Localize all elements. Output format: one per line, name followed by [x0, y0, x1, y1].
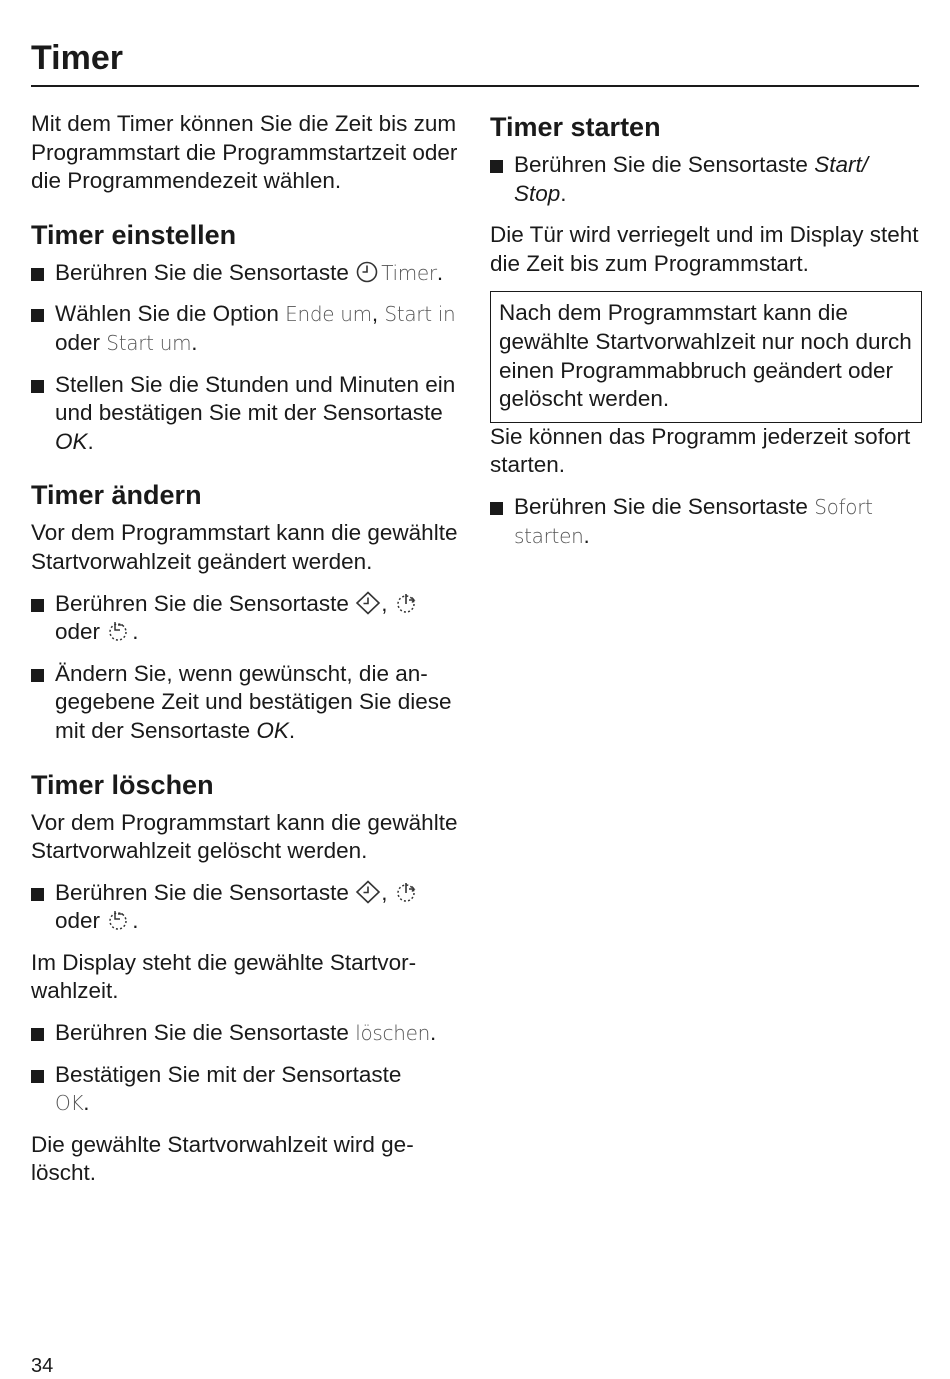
starten-steps-2: [490, 493, 922, 550]
display-key-sofort-starten: Sofort starten: [514, 494, 873, 548]
heading-timer-loeschen: Timer löschen: [31, 769, 214, 800]
step-text: Berühren Sie die Sensortaste: [514, 152, 815, 177]
step-text: Berühren Sie die Sensortaste: [55, 879, 356, 905]
step-text: Stellen Sie die Stunden und Minuten ein und bestätigen Sie mit der Sensortaste: [55, 371, 456, 426]
display-key-ok: OK: [55, 1091, 84, 1116]
list-item: [31, 590, 469, 647]
step-text: Wählen Sie die Option: [55, 301, 286, 327]
end-time-icon: [394, 591, 420, 615]
key-start-stop: Start/ Stop: [514, 152, 868, 206]
bullet-square: [490, 160, 503, 173]
loeschen-steps-2: [31, 1019, 469, 1118]
right-column: [490, 110, 922, 563]
punct: .: [436, 259, 444, 285]
clock-diamond-icon: [355, 880, 381, 904]
loeschen-paragraph: Vor dem Programmstart kann die gewählte Startvorwahlzeit gelöscht werden.: [31, 809, 458, 864]
heading-timer-starten: Timer starten: [490, 112, 661, 142]
punct: .: [87, 428, 94, 454]
page-number: 34: [31, 1355, 54, 1377]
step-text: oder: [55, 908, 107, 934]
list-item: [31, 1061, 469, 1118]
list-item: [490, 493, 922, 550]
step-text: Berühren Sie die Sensortaste: [55, 1020, 356, 1046]
list-item: [490, 151, 922, 208]
option-ende-um: Ende um: [285, 302, 372, 327]
step-text: Berühren Sie die Sensortaste: [55, 259, 356, 285]
step-text: oder: [55, 619, 107, 645]
title-divider: [31, 85, 919, 87]
bullet-square: [31, 669, 44, 682]
bullet-square: [31, 268, 44, 281]
punct: .: [583, 522, 590, 548]
list-item: [31, 259, 469, 288]
key-ok: OK: [256, 717, 289, 743]
display-key-timer: Timer: [381, 260, 437, 285]
display-key-loeschen: löschen: [355, 1021, 430, 1046]
page-title: Timer: [31, 39, 123, 77]
aendern-paragraph: Vor dem Programmstart kann die gewählte Startvorwahlzeit geändert werden.: [31, 520, 458, 574]
punct: .: [132, 619, 139, 645]
punct: ,: [371, 301, 385, 327]
heading-timer-einstellen: Timer einstellen: [31, 219, 237, 250]
start-time-icon: [106, 619, 132, 643]
bullet-square: [31, 1070, 44, 1083]
starten-steps-1: [490, 151, 922, 208]
punct: .: [132, 908, 139, 934]
bullet-square: [490, 502, 503, 515]
loeschen-steps-1: [31, 879, 469, 936]
list-item: [31, 660, 469, 746]
key-ok: OK: [55, 428, 88, 454]
aendern-steps: [31, 590, 469, 746]
punct: .: [560, 180, 567, 206]
bullet-square: [31, 309, 44, 322]
list-item: [31, 1019, 469, 1048]
punct: .: [429, 1020, 437, 1046]
end-time-icon: [394, 880, 420, 904]
einstellen-steps: [31, 259, 469, 457]
clock-diamond-icon: [355, 591, 381, 615]
bullet-square: [31, 888, 44, 901]
bullet-square: [31, 1028, 44, 1041]
punct: .: [288, 717, 296, 743]
option-start-in: Start in: [384, 302, 456, 327]
start-time-icon: [106, 908, 132, 932]
list-item: [31, 371, 469, 457]
bullet-square: [31, 380, 44, 393]
starten-paragraph-2: Sie können das Programm jederzeit sofort starten.: [490, 423, 911, 478]
punct: .: [191, 329, 198, 355]
punct: .: [83, 1090, 90, 1116]
punct: ,: [381, 879, 394, 905]
left-column: [31, 110, 469, 1201]
punct: ,: [381, 590, 394, 616]
loeschen-paragraph-2: Im Display steht die gewählte Startvorwahlzeit.: [31, 949, 417, 1004]
clock-icon: [355, 260, 381, 284]
list-item: [31, 879, 469, 936]
option-start-um: Start um: [106, 330, 192, 355]
intro-paragraph: Mit dem Timer können Sie die Zeit bis zum Programmstart die Programmstartzeit oder die Programmendezeit wählen.: [31, 111, 458, 194]
note-box: Nach dem Programmstart kann die gewählte Startvorwahlzeit nur noch durch einen Programmabbruch geändert oder gelöscht werden.: [490, 291, 922, 422]
bullet-square: [31, 599, 44, 612]
starten-paragraph-1: Die Tür wird verriegelt und im Display steht die Zeit bis zum Programmstart.: [490, 222, 919, 276]
step-text: Berühren Sie die Sensortaste: [514, 493, 815, 519]
step-text: Berühren Sie die Sensortaste: [55, 590, 356, 616]
step-text: Bestätigen Sie mit der Sensortaste: [55, 1061, 402, 1087]
step-text: oder: [55, 329, 107, 355]
step-text: Ändern Sie, wenn gewünscht, die angegebene Zeit und bestätigen Sie diese mit der Sensortaste: [55, 660, 452, 743]
list-item: [31, 300, 469, 357]
loeschen-paragraph-3: Die gewählte Startvorwahlzeit wird gelöscht.: [31, 1131, 414, 1186]
heading-timer-aendern: Timer ändern: [31, 480, 202, 511]
